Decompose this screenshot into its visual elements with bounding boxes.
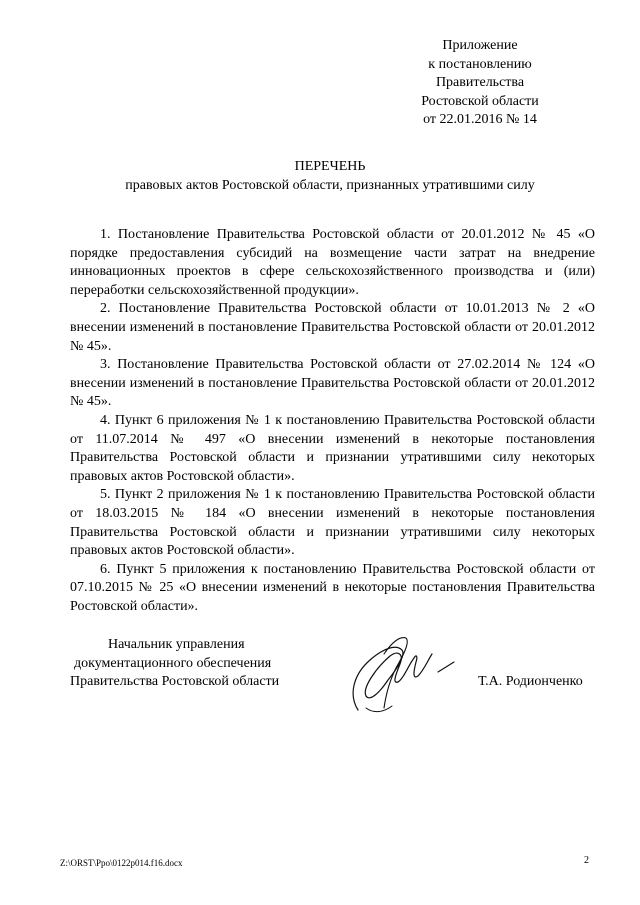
list-item: 6. Пункт 5 приложения к постановлению Правительства Ростовской области от 07.10.2015 № 25 «О внесении изменений в некоторые постановления Правительства Ростовской области». bbox=[70, 561, 595, 614]
document-subtitle: правовых актов Ростовской области, признанных утратившими силу bbox=[125, 177, 535, 193]
document-heading bbox=[70, 158, 590, 195]
appendix-reference bbox=[380, 37, 580, 130]
signatory-position bbox=[60, 636, 320, 692]
appendix-line: Приложение bbox=[442, 38, 518, 53]
appendix-line: Правительства bbox=[435, 75, 525, 91]
handwritten-signature bbox=[340, 624, 460, 724]
list-item: 1. Постановление Правительства Ростовской области от 20.01.2012 № 45 «О порядке предоставления субсидий на возмещение части затрат на внедрение инновационных проектов в сфере сельскохозяйственного производства и (или) переработки сельскохозяйственной продукции». bbox=[70, 227, 595, 298]
signer-name: Т.А. Родионченко bbox=[478, 674, 583, 689]
list-item: 4. Пункт 6 приложения № 1 к постановлению Правительства Ростовской области от 11.07.2014 № 497 «О внесении изменений в некоторые постановления Правительства Ростовской области и признании утратившими силу некоторых правовых актов Ростовской области». bbox=[70, 412, 595, 484]
appendix-line: Ростовской области bbox=[421, 93, 539, 109]
position-line: документационного обеспечения bbox=[74, 655, 272, 671]
appendix-line: к постановлению bbox=[428, 56, 532, 72]
list-item: 5. Пункт 2 приложения № 1 к постановлению Правительства Ростовской области от 18.03.2015 № 184 «О внесении изменений в некоторые постановления Правительства Ростовской области и признании утратившими силу некоторых правовых актов Ростовской области». bbox=[70, 487, 595, 559]
appendix-line: от 22.01.2016 № 14 bbox=[423, 112, 537, 128]
page-number: 2 bbox=[584, 855, 589, 866]
list-item: 3. Постановление Правительства Ростовской области от 27.02.2014 № 124 «О внесении изменений в постановление Правительства Ростовской области от 20.01.2012 № 45». bbox=[70, 357, 595, 410]
list-item: 2. Постановление Правительства Ростовской области от 10.01.2013 № 2 «О внесении изменений в постановление Правительства Ростовской области от 20.01.2012 № 45». bbox=[70, 301, 595, 354]
file-path: Z:\ORST\Ppo\0122p014.f16.docx bbox=[60, 858, 183, 868]
position-line: Правительства Ростовской области bbox=[70, 674, 280, 690]
document-title: ПЕРЕЧЕНЬ bbox=[294, 159, 366, 174]
position-line: Начальник управления bbox=[108, 637, 245, 652]
acts-list bbox=[70, 226, 595, 616]
